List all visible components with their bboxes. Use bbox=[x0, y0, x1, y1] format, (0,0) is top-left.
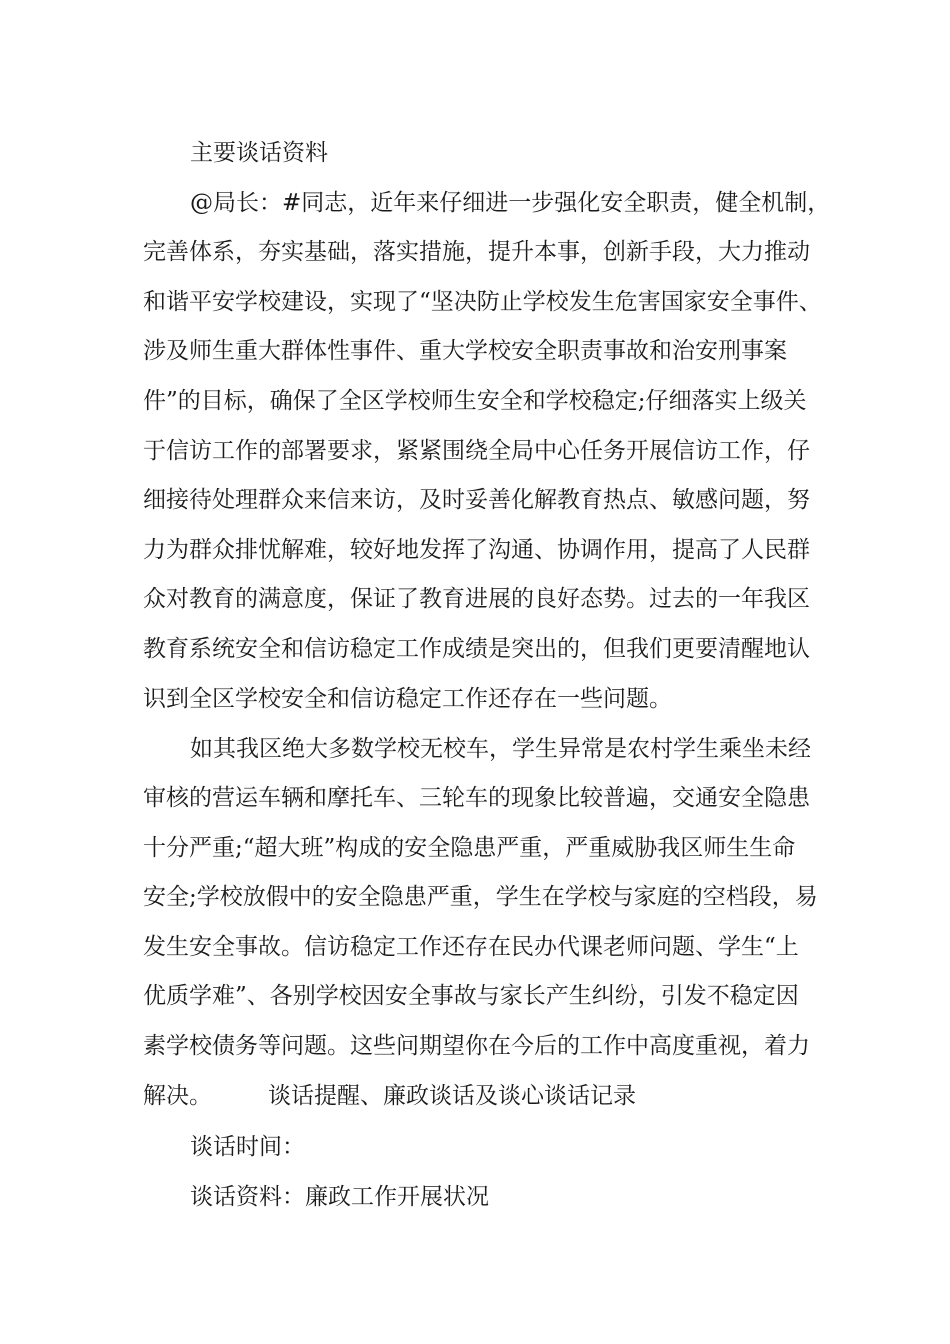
paragraph-1-line-8: 力为群众排忧解难，较好地发挥了沟通、协调作用，提高了人民群 bbox=[143, 537, 810, 563]
paragraph-1-line-4: 涉及师生重大群体性事件、重大学校安全职责事故和治安刑事案 bbox=[143, 338, 787, 364]
paragraph-2-line-4: 安全;学校放假中的安全隐患严重，学生在学校与家庭的空档段，易 bbox=[143, 884, 818, 910]
paragraph-1-line-1: @局长：#同志，近年来仔细进一步强化安全职责，健全机制， bbox=[190, 190, 831, 216]
paragraph-1-line-11: 识到全区学校安全和信访稳定工作还存在一些问题。 bbox=[143, 686, 672, 712]
closing-text: 解决。 bbox=[143, 1083, 212, 1109]
talk-content-line: 谈话资料：廉政工作开展状况 bbox=[190, 1184, 489, 1210]
paragraph-2-line-5: 发生安全事故。信访稳定工作还存在民办代课老师问题、学生“上 bbox=[143, 934, 799, 960]
paragraph-1-line-3: 和谐平安学校建设，实现了“坚决防止学校发生危害国家安全事件、 bbox=[143, 289, 822, 315]
heading: 主要谈话资料 bbox=[190, 140, 328, 166]
paragraph-2-line-7: 素学校债务等问题。这些问期望你在今后的工作中高度重视，着力 bbox=[143, 1033, 810, 1059]
paragraph-1-line-6: 于信访工作的部署要求，紧紧围绕全局中心任务开展信访工作，仔 bbox=[143, 438, 810, 464]
paragraph-2-line-1: 如其我区绝大多数学校无校车，学生异常是农村学生乘坐未经 bbox=[190, 736, 811, 762]
paragraph-1-line-7: 细接待处理群众来信来访，及时妥善化解教育热点、敏感问题，努 bbox=[143, 487, 810, 513]
talk-time-label: 谈话时间： bbox=[190, 1134, 305, 1160]
paragraph-1-line-9: 众对教育的满意度，保证了教育进展的良好态势。过去的一年我区 bbox=[143, 586, 810, 612]
paragraph-1-line-5: 件”的目标，确保了全区学校师生安全和学校稳定;仔细落实上级关 bbox=[143, 388, 807, 414]
paragraph-1-line-2: 完善体系，夯实基础，落实措施，提升本事，创新手段，大力推动 bbox=[143, 239, 810, 265]
paragraph-2-line-6: 优质学难”、各别学校因安全事故与家长产生纠纷，引发不稳定因 bbox=[143, 983, 799, 1009]
paragraph-1-line-10: 教育系统安全和信访稳定工作成绩是突出的，但我们更要清醒地认 bbox=[143, 636, 810, 662]
paragraph-2-line-3: 十分严重;“超大班”构成的安全隐患严重，严重威胁我区师生生命 bbox=[143, 835, 796, 861]
paragraph-2-line-2: 审核的营运车辆和摩托车、三轮车的现象比较普遍，交通安全隐患 bbox=[143, 785, 810, 811]
section-title: 谈话提醒、廉政谈话及谈心谈话记录 bbox=[268, 1083, 636, 1109]
closing-line bbox=[143, 1081, 636, 1111]
